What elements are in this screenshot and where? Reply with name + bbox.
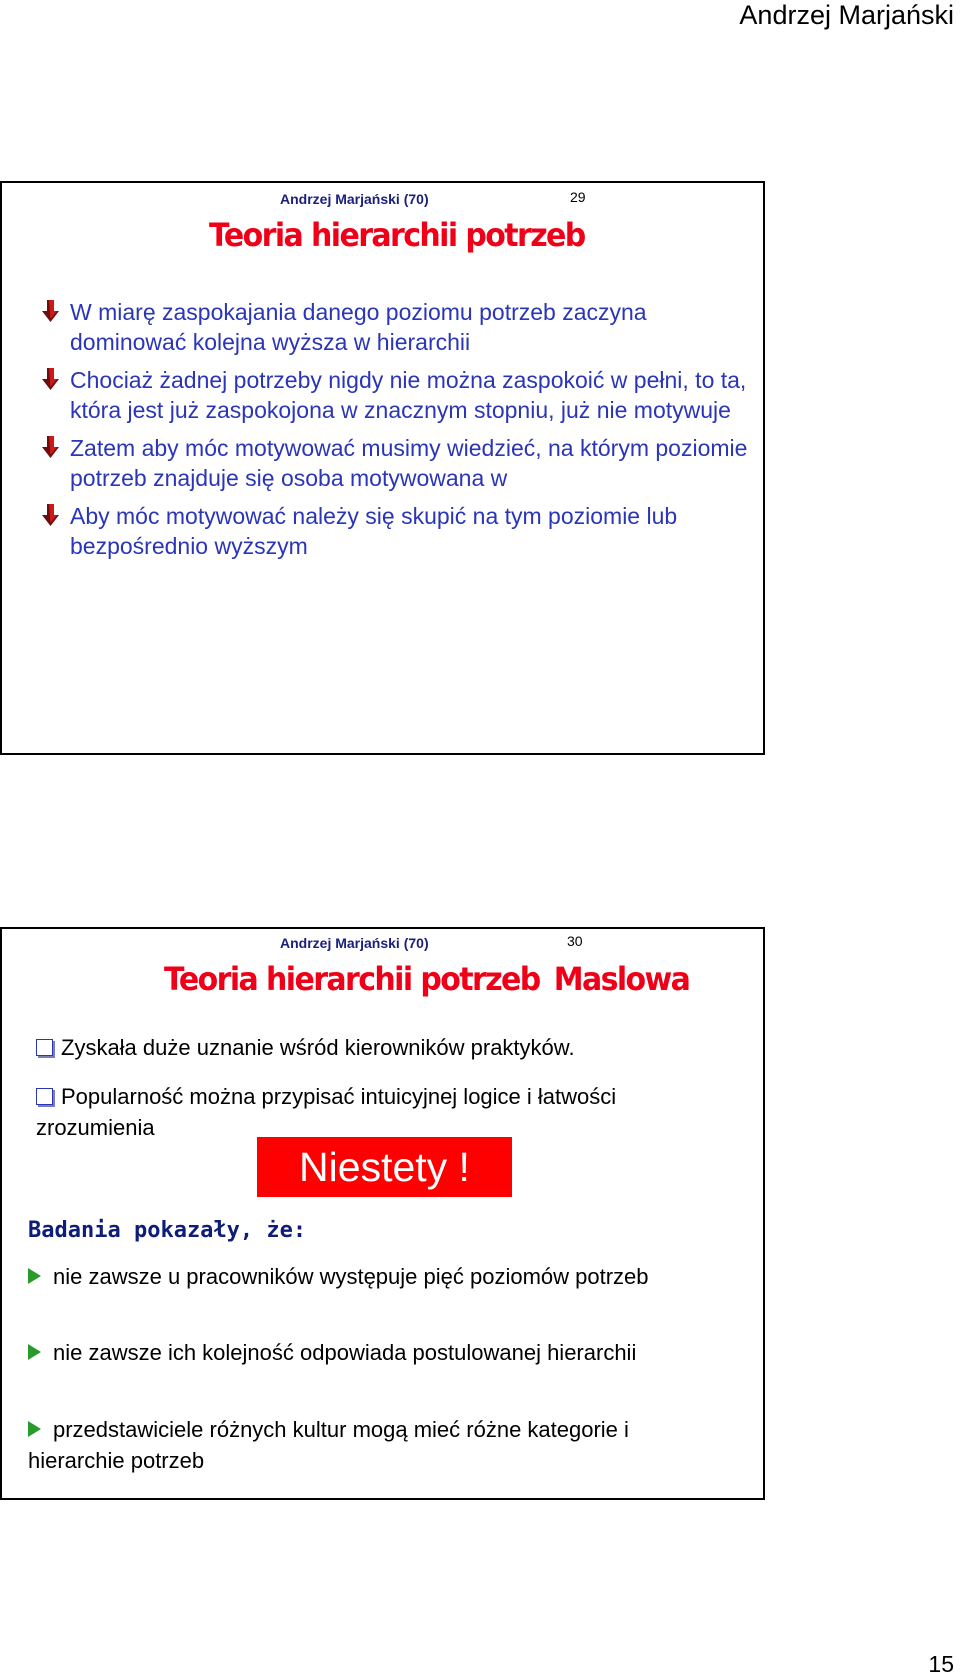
findings-heading: Badania pokazały, że:	[28, 1218, 307, 1243]
list-item	[70, 433, 750, 493]
checkbox-icon	[36, 1088, 53, 1105]
finding-text: przedstawiciele różnych kultur mogą mieć różne kategorie i hierarchie potrzeb	[28, 1417, 629, 1473]
bullet-text: W miarę zaspokajania danego poziomu potrzeb zaczyna dominować kolejna wyższa w hierarchii	[70, 299, 647, 355]
check-text: Zyskała duże uznanie wśród kierowników praktyków.	[61, 1035, 575, 1060]
check-text: Popularność można przypisać intuicyjnej logice i łatwości zrozumienia	[36, 1084, 617, 1140]
triangle-arrow-icon	[28, 1268, 41, 1284]
page-number: 15	[928, 1651, 954, 1677]
bullet-text: Chociaż żadnej potrzeby nigdy nie można zaspokoić w pełni, to ta, która jest już zaspokojona w znacznym stopniu, już nie motywuje	[70, 367, 747, 423]
slide-title-suffix: Maslowa	[553, 961, 690, 999]
slide-30	[0, 927, 765, 1500]
list-item	[70, 501, 750, 561]
list-item	[28, 1337, 728, 1368]
slide-29	[0, 181, 765, 755]
bullet-text: Zatem aby móc motywować musimy wiedzieć, na którym poziomie potrzeb znajduje się osoba motywowana w	[70, 435, 748, 491]
list-item	[28, 1261, 728, 1292]
finding-text: nie zawsze ich kolejność odpowiada postulowanej hierarchii	[53, 1340, 637, 1365]
list-item	[70, 297, 750, 357]
bullet-text: Aby móc motywować należy się skupić na tym poziomie lub bezpośrednio wyższym	[70, 503, 678, 559]
triangle-arrow-icon	[28, 1421, 41, 1437]
arrow-down-icon	[42, 299, 60, 323]
checkbox-icon	[36, 1039, 53, 1056]
callout-banner: Niestety !	[257, 1137, 512, 1197]
slide-author: Andrzej Marjański (70)	[280, 191, 429, 207]
slide-number: 29	[570, 189, 586, 205]
slide-title: Teoria hierarchii potrzeb	[209, 217, 585, 255]
bullet-list	[70, 297, 750, 569]
page-header-author: Andrzej Marjański	[739, 0, 954, 30]
list-item	[28, 1414, 648, 1476]
list-item	[36, 1081, 736, 1143]
finding-text: nie zawsze u pracowników występuje pięć poziomów potrzeb	[53, 1264, 649, 1289]
arrow-down-icon	[42, 503, 60, 527]
slide-author: Andrzej Marjański (70)	[280, 935, 429, 951]
arrow-down-icon	[42, 435, 60, 459]
triangle-arrow-icon	[28, 1344, 41, 1360]
arrow-down-icon	[42, 367, 60, 391]
slide-number: 30	[567, 933, 583, 949]
list-item	[36, 1032, 746, 1063]
list-item	[70, 365, 750, 425]
slide-title	[164, 961, 689, 999]
slide-title-main: Teoria hierarchii potrzeb	[164, 961, 540, 999]
